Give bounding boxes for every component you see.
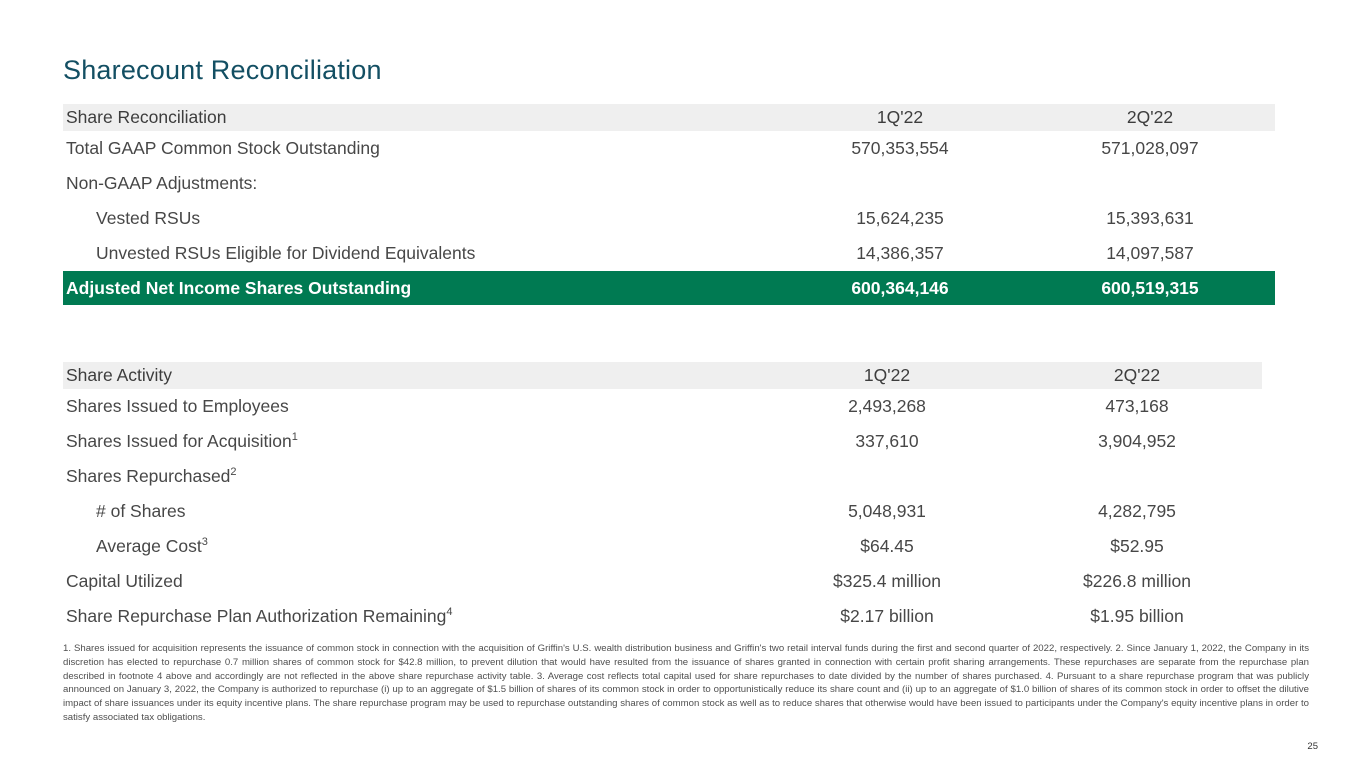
table-row xyxy=(63,389,1262,424)
value-1q22: 570,353,554 xyxy=(851,138,949,158)
row-label: Total GAAP Common Stock Outstanding xyxy=(66,138,380,158)
total-value-1q22: 600,364,146 xyxy=(851,277,949,298)
column-header-1q22: 1Q'22 xyxy=(876,107,924,127)
table-row xyxy=(63,599,1262,634)
value-2q22: 571,028,097 xyxy=(1101,138,1199,158)
value-1q22: 14,386,357 xyxy=(856,243,944,263)
column-header-2q22: 2Q'22 xyxy=(1113,365,1161,385)
table-row xyxy=(63,236,1275,271)
value-1q22: 337,610 xyxy=(855,431,919,451)
table-row xyxy=(63,201,1275,236)
row-label: Non-GAAP Adjustments: xyxy=(66,173,258,193)
value-1q22: 2,493,268 xyxy=(848,396,926,416)
row-label: Average Cost$^3$ xyxy=(96,536,208,556)
table-row xyxy=(63,564,1262,599)
table-row xyxy=(63,459,1262,494)
value-1q22: 15,624,235 xyxy=(856,208,944,228)
share-activity-header-row xyxy=(63,362,1262,389)
row-label: Shares Repurchased$^2$ xyxy=(66,466,237,486)
table-row xyxy=(63,424,1262,459)
table-title: Share Reconciliation xyxy=(66,107,227,127)
footnote-marker: 2 xyxy=(230,466,237,479)
page-title: Sharecount Reconciliation xyxy=(63,55,382,85)
footnotes-text: 1. Shares issued for acquisition represents the issuance of common stock in connection with the acquisition of Griffin's U.S. wealth distribution business and Griffin's two retail interval funds during the first and second quarter of 2022, respectively. 2. Since January 1, 2022, the Company in its discretion has elected to repurchase 0.7 million shares of common stock for $42.8 million, to prevent dilution that would have resulted from the issuance of shares granted in connection with certain profit sharing arrangements. These repurchases are separate from the repurchase plan described in footnote 4 above and accordingly are not reflected in the above share repurchase activity table. 3. Average cost reflects total capital used for share repurchases to date divided by the number of shares purchased. 4. Pursuant to a share repurchase program that was publicly announced on January 3, 2022, the Company is authorized to repurchase (i) up to an aggregate of $1.5 billion of shares of its common stock in order to opportunistically reduce its share count and (ii) up to an aggregate of $1.0 billion of shares of its common stock in order to offset the dilutive impact of share issuances under its equity incentive plans. The share repurchase program may be used to repurchase outstanding shares of common stock as well as to reduce shares that otherwise would have been issued to participants under the Company's equity incentive plans in order to satisfy associated tax obligations. xyxy=(63,643,1309,723)
value-1q22: $64.45 xyxy=(860,536,914,556)
total-value-2q22: 600,519,315 xyxy=(1101,277,1199,298)
value-2q22: $1.95 billion xyxy=(1090,606,1184,626)
row-label: Vested RSUs xyxy=(96,208,201,228)
adjusted-net-income-total-row xyxy=(63,271,1275,305)
page-number: 25 xyxy=(1307,741,1318,752)
table-row xyxy=(63,166,1275,201)
table-row xyxy=(63,494,1262,529)
column-header-2q22: 2Q'22 xyxy=(1126,107,1174,127)
value-2q22: 4,282,795 xyxy=(1098,501,1176,521)
value-1q22: $2.17 billion xyxy=(840,606,934,626)
row-label: Shares Issued to Employees xyxy=(66,396,289,416)
table-title: Share Activity xyxy=(66,365,173,385)
table-row xyxy=(63,529,1262,564)
total-row-label: Adjusted Net Income Shares Outstanding xyxy=(66,277,412,298)
value-2q22: 15,393,631 xyxy=(1106,208,1194,228)
row-label: Shares Issued for Acquisition$^1$ xyxy=(66,431,298,451)
row-label: # of Shares xyxy=(96,501,186,521)
table-row xyxy=(63,131,1275,166)
share-reconciliation-table xyxy=(63,104,1275,305)
footnote-marker: 1 xyxy=(291,431,298,444)
value-1q22: 5,048,931 xyxy=(848,501,926,521)
footnote-marker: 3 xyxy=(201,536,208,549)
value-2q22: 14,097,587 xyxy=(1106,243,1194,263)
value-2q22: $52.95 xyxy=(1110,536,1164,556)
row-label: Capital Utilized xyxy=(66,571,183,591)
value-2q22: 3,904,952 xyxy=(1098,431,1176,451)
share-activity-table xyxy=(63,362,1262,634)
footnote-marker: 4 xyxy=(446,606,453,619)
row-label: Unvested RSUs Eligible for Dividend Equivalents xyxy=(96,243,476,263)
value-1q22: $325.4 million xyxy=(833,571,941,591)
share-reconciliation-header-row xyxy=(63,104,1275,131)
row-label: Share Repurchase Plan Authorization Remaining$^4$ xyxy=(66,606,453,626)
value-2q22: $226.8 million xyxy=(1083,571,1191,591)
value-2q22: 473,168 xyxy=(1105,396,1169,416)
column-header-1q22: 1Q'22 xyxy=(863,365,911,385)
